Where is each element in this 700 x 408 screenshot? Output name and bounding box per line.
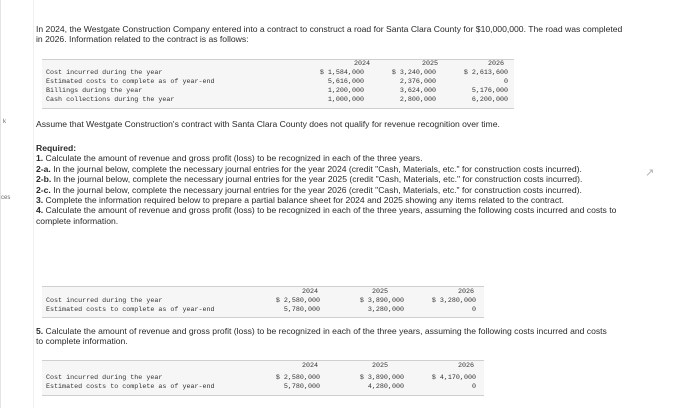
table1-header-2025: 2025 [421,60,438,68]
table1-cell: 5,616,000 [327,78,364,86]
required-item-1: 1. Calculate the amount of revenue and gross profit (loss) to be recognized in each of the three years. [36,153,423,164]
table2-header-2025: 2025 [371,288,388,296]
required-item-4: 4. Calculate the amount of revenue and gross profit (loss) to be recognized in each of the three years, assuming the following costs incurred and costs to complete information. [36,205,617,226]
table3-cell: $ 2,580,000 [275,374,320,382]
table1-row-label: Cash collections during the year [46,96,175,104]
table1-cell: 2,800,000 [399,96,436,104]
table1-row-label: Billings during the year [46,87,143,95]
margin-arrow-text: k [3,119,6,125]
left-edge-divider [0,0,1,408]
table2-header-2026: 2026 [457,288,474,296]
table2-header-2024: 2024 [301,288,318,296]
table2-cell: $ 3,280,000 [431,297,476,305]
table1-cell: 6,200,000 [471,96,508,104]
table3-header-2024: 2024 [301,362,318,370]
table1-row-label: Estimated costs to complete as of year-end [46,78,215,86]
required-item-2a: 2-a. In the journal below, complete the necessary journal entries for the year 2024 (credit "Cash, Materials, etc." for construction costs incurred). [36,163,582,174]
table3-row-label: Estimated costs to complete as of year-end [46,383,215,391]
table2-cell: $ 3,890,000 [359,297,404,305]
table2-cell: 3,280,000 [367,306,404,314]
intro-paragraph: In 2024, the Westgate Construction Company entered into a contract to construct a road for Santa Clara County for $10,000,000. The road was completed in 2026. Information related to the contract is as follows: [36,24,623,45]
required-item-3: 3. Complete the information required below to prepare a partial balance sheet for 2024 and 2025 showing any items related to the contract. [36,195,564,206]
table1-header-2026: 2026 [487,60,504,68]
assumption-text: Assume that Westgate Construction's contract with Santa Clara County does not qualify for revenue recognition over time. [36,119,500,129]
table1-cell: $ 1,584,000 [319,69,364,77]
required-heading: Required: [36,143,77,153]
table3-cell: $ 3,890,000 [359,374,404,382]
table3-cell: 4,280,000 [367,383,404,391]
table1-cell: 5,176,000 [471,87,508,95]
cursor-icon: ↗ [645,167,655,179]
table3-row-label: Cost incurred during the year [46,374,163,382]
table1-cell: 1,200,000 [327,87,364,95]
table1-cell: 3,624,000 [399,87,436,95]
table2-cell: 0 [471,306,476,314]
table1-header-2024: 2024 [353,60,370,68]
table3-cell: 0 [471,383,476,391]
table1-cell: $ 3,240,000 [391,69,436,77]
table2-row-label: Estimated costs to complete as of year-end [46,306,215,314]
table3-cell: 5,780,000 [283,383,320,391]
required-item-2c: 2-c. In the journal below, complete the necessary journal entries for the year 2026 (credit "Cash, Materials, etc." for construction costs incurred). [36,184,582,195]
table3-cell: $ 4,170,000 [431,374,476,382]
table3-header-2026: 2026 [457,362,474,370]
table3-header-2025: 2025 [371,362,388,370]
table1-cell: 1,000,000 [327,96,364,104]
required-item-5: 5. Calculate the amount of revenue and gross profit (loss) to be recognized in each of the three years, assuming the following costs incurred and costs to complete information. [36,326,607,347]
table1-cell: $ 2,613,600 [463,69,508,77]
margin-cut-text: ces [1,195,11,201]
table1-cell: 2,376,000 [399,78,436,86]
table1-cell: 0 [503,78,508,86]
table2-cell: $ 2,580,000 [275,297,320,305]
table2-row-label: Cost incurred during the year [46,297,163,305]
required-section [36,143,620,226]
table2-cell: 5,780,000 [283,306,320,314]
table1-row-label: Cost incurred during the year [46,69,163,77]
required-item-2b: 2-b. In the journal below, complete the necessary journal entries for the year 2025 (credit "Cash, Materials, etc." for construction costs incurred). [36,174,583,185]
